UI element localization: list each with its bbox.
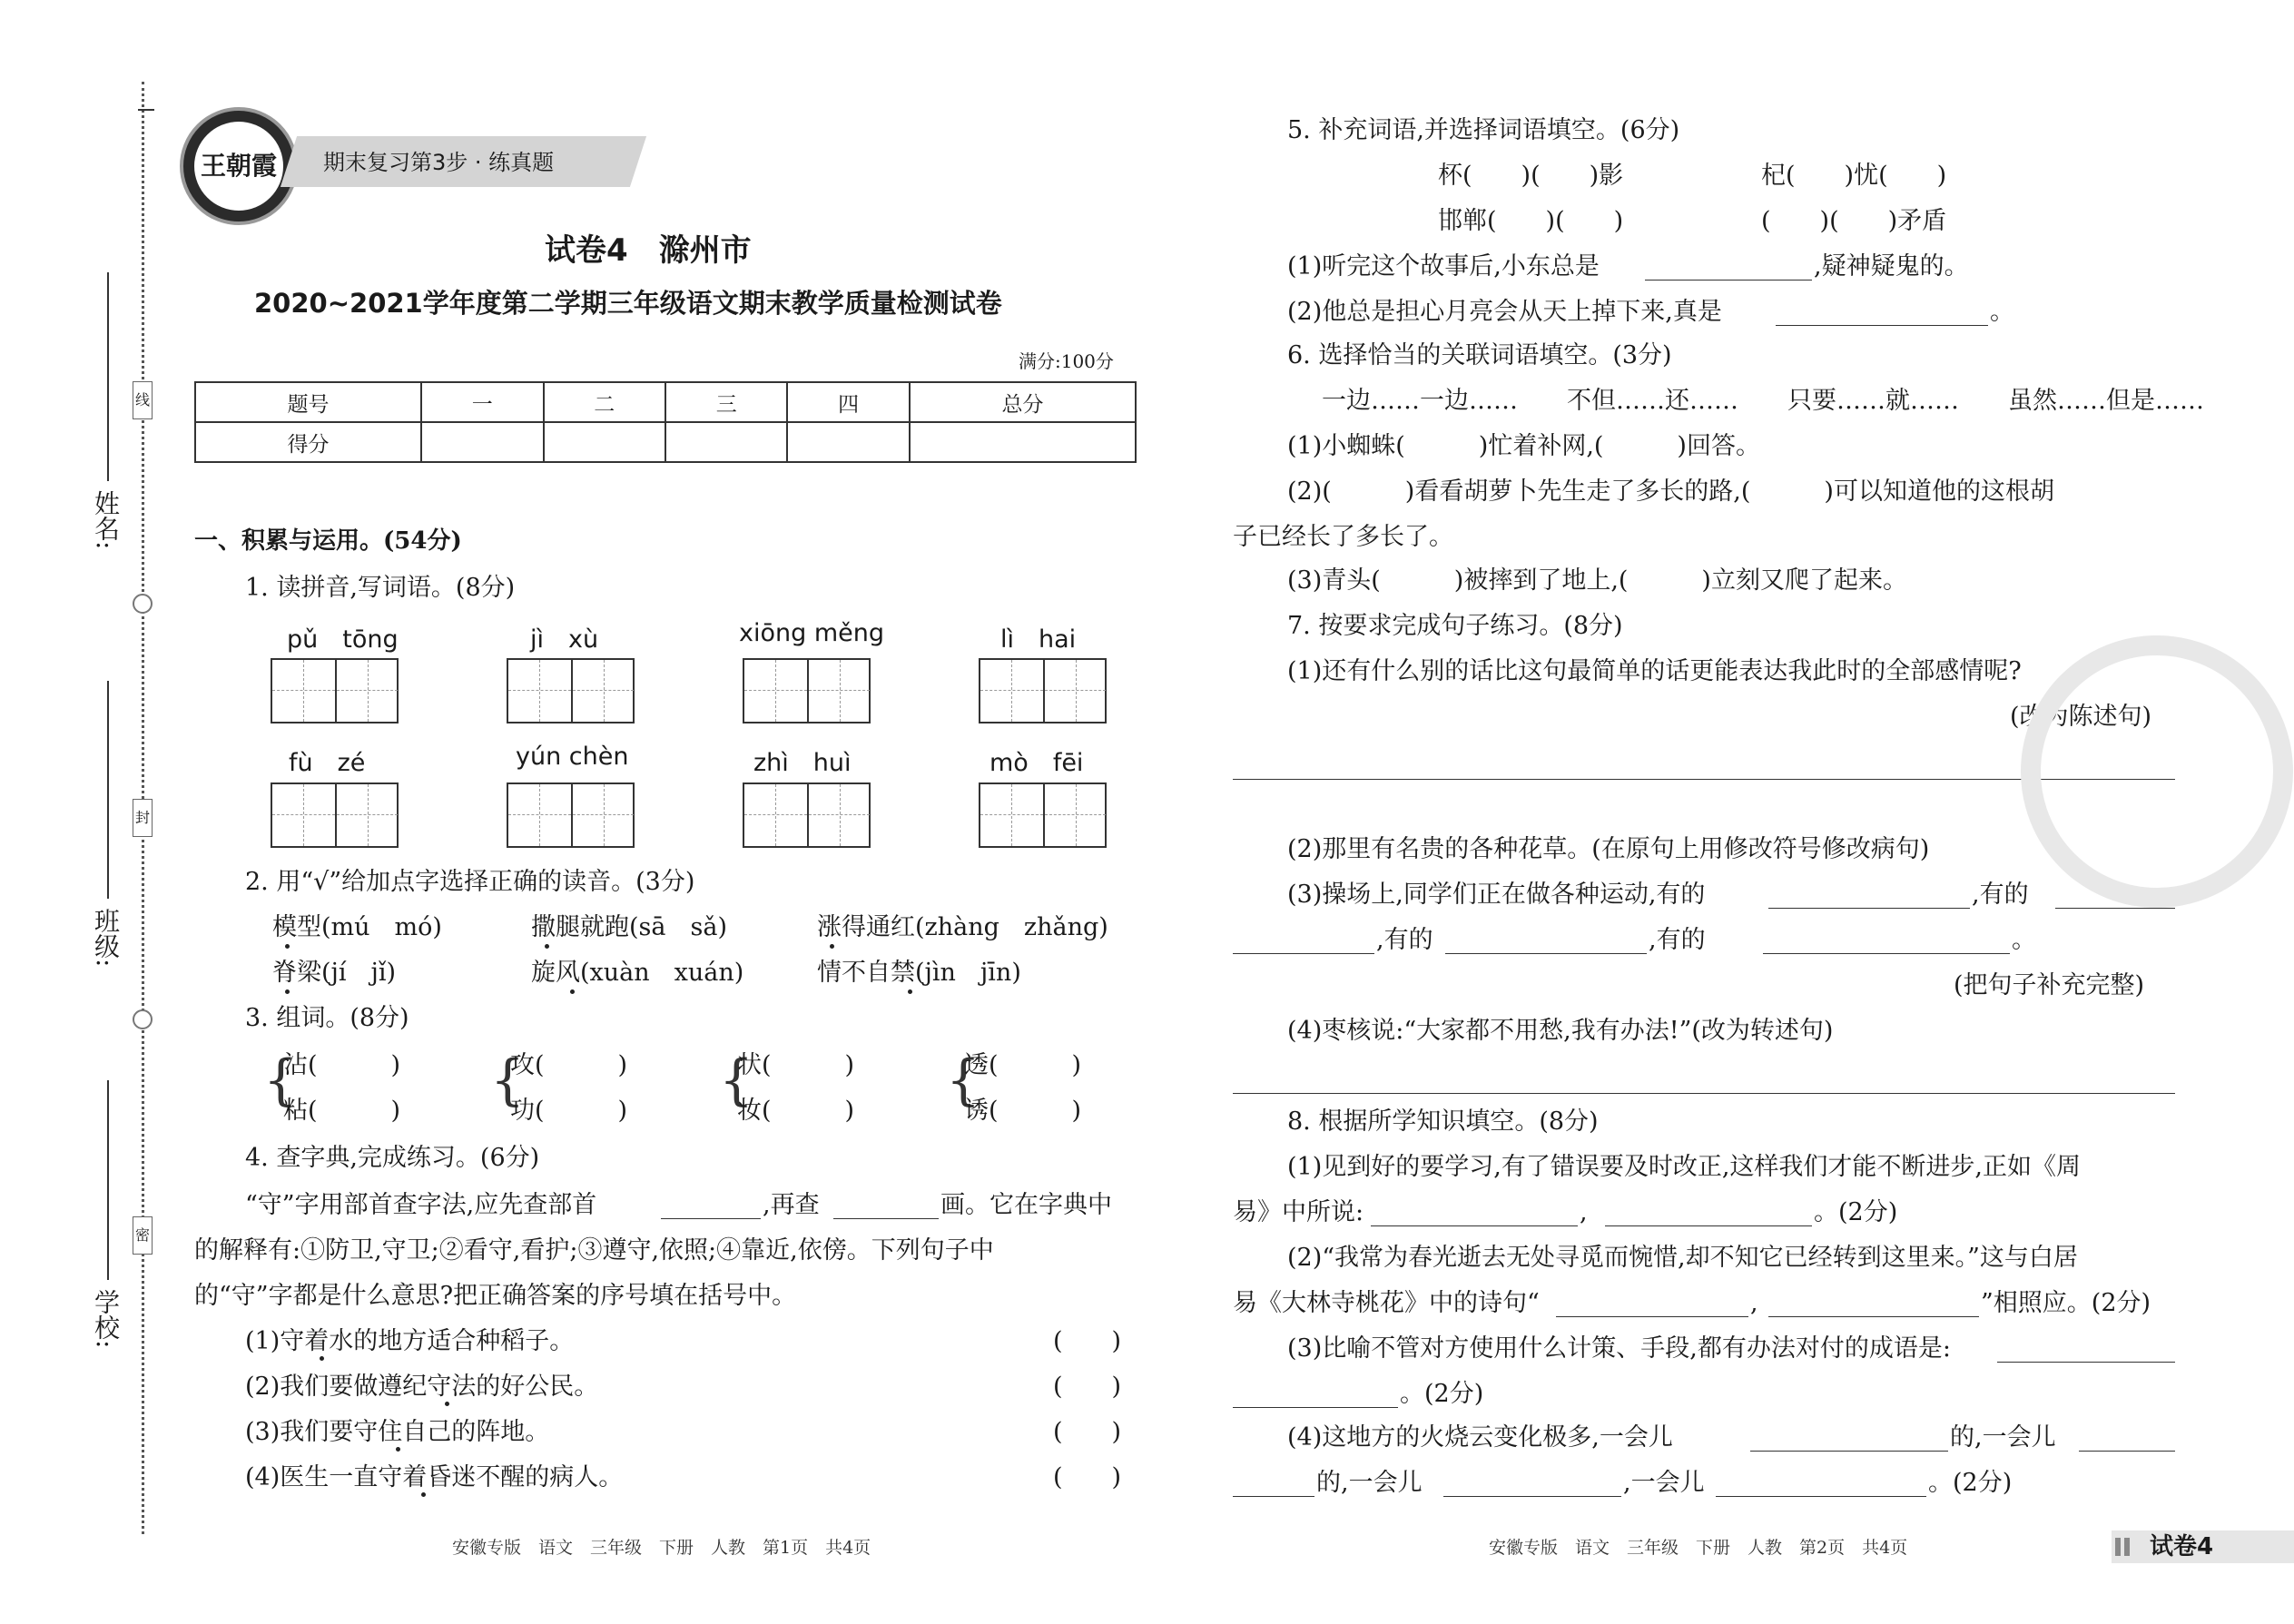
- q6-options: 一边……一边…… 不但……还…… 只要……就…… 虽然……但是……: [1322, 387, 2204, 415]
- writing-grid[interactable]: [507, 658, 635, 723]
- pinyin-label: lì hai: [1000, 625, 1077, 654]
- school-label: 学校:: [91, 1289, 121, 1349]
- brace: {: [719, 1048, 754, 1112]
- answer-parens[interactable]: ( ): [1053, 1327, 1122, 1355]
- ornament-icon: [133, 594, 153, 614]
- q4-sentence: (1)守着水的地方适合种稻子。: [245, 1327, 575, 1355]
- name-field[interactable]: [107, 272, 109, 481]
- q8-sentence: 。(2分): [1814, 1198, 1898, 1226]
- pinyin-label: mò fēi: [989, 749, 1084, 777]
- table-cell: 总分: [910, 382, 1136, 422]
- writing-grid[interactable]: [979, 658, 1107, 723]
- name-label: 姓名:: [91, 490, 121, 550]
- word-group-item[interactable]: 透( ): [964, 1051, 1082, 1079]
- idiom-item[interactable]: ( )( )矛盾: [1761, 207, 1947, 235]
- score-cell[interactable]: [910, 422, 1136, 462]
- reading-option[interactable]: 脊梁(jí jǐ): [272, 959, 397, 987]
- q8-sentence: ,一会儿: [1623, 1469, 1705, 1497]
- score-cell[interactable]: [421, 422, 543, 462]
- footer-right: 安徽专版 语文 三年级 下册 人教 第2页 共4页: [1489, 1538, 1908, 1558]
- emphasis-dot: [396, 1447, 400, 1452]
- q5-sentence: (1)听完这个故事后,小东总是: [1287, 252, 1600, 281]
- table-cell: 三: [665, 382, 787, 422]
- emphasis-dot: [421, 1492, 426, 1497]
- writing-grid[interactable]: [979, 782, 1107, 848]
- q8-sentence: 易》中所说:: [1233, 1198, 1364, 1226]
- word-group-item[interactable]: 攻( ): [510, 1051, 628, 1079]
- reading-option[interactable]: 情不自禁(jìn jīn): [817, 959, 1021, 987]
- q8-sentence: ,: [1580, 1198, 1588, 1226]
- question-5: 5. 补充词语,并选择词语填空。(6分): [1287, 116, 1680, 144]
- word-group-item[interactable]: 妆( ): [737, 1097, 855, 1125]
- q8-sentence: 的,一会儿: [1316, 1469, 1423, 1497]
- class-field[interactable]: [107, 681, 109, 899]
- reading-option[interactable]: 模型(mú mó): [272, 913, 442, 941]
- blank-field[interactable]: [1371, 1225, 1578, 1226]
- blank-field[interactable]: [1768, 908, 1970, 909]
- question-6: 6. 选择恰当的关联词语填空。(3分): [1287, 341, 1672, 369]
- q8-sentence: 。(2分): [1928, 1469, 2013, 1497]
- grid-dots-icon: [2115, 1538, 2133, 1556]
- q7-sentence: (2)那里有名贵的各种花草。(在原句上用修改符号修改病句): [1287, 835, 1930, 863]
- q7-sentence: ,有的: [1649, 926, 1706, 954]
- q5-sentence: (2)他总是担心月亮会从天上掉下来,真是: [1287, 298, 1722, 326]
- q4-sentence: (4)医生一直守着昏迷不醒的病人。: [245, 1463, 624, 1491]
- blank-field[interactable]: [1645, 280, 1812, 281]
- dash-mark: [138, 109, 154, 111]
- q4-text: ,再查: [763, 1191, 820, 1219]
- emphasis-dot: [570, 989, 575, 994]
- q7-sentence: (3)操场上,同学们正在做各种运动,有的: [1287, 881, 1706, 909]
- q8-sentence: 易《大林寺桃花》中的诗句“: [1233, 1289, 1540, 1317]
- score-table: [194, 381, 1137, 463]
- q7-sentence: (1)还有什么别的话比这句最简单的话更能表达我此时的全部感情呢?: [1287, 657, 2022, 685]
- table-cell: 四: [787, 382, 909, 422]
- writing-grid[interactable]: [271, 782, 399, 848]
- score-cell[interactable]: [787, 422, 909, 462]
- question-8: 8. 根据所学知识填空。(8分): [1287, 1107, 1599, 1136]
- writing-grid[interactable]: [271, 658, 399, 723]
- score-cell[interactable]: [665, 422, 787, 462]
- table-cell: 二: [544, 382, 665, 422]
- blank-field[interactable]: [2079, 1451, 2175, 1452]
- blank-field[interactable]: [1605, 1225, 1812, 1226]
- secret-seal-watermark-icon: [2021, 635, 2293, 908]
- q8-sentence: (3)比喻不管对方使用什么计策、手段,都有办法对付的成语是:: [1287, 1334, 1951, 1363]
- q8-sentence: ”相照应。(2分): [1981, 1289, 2151, 1317]
- q5-sentence: 。: [1990, 298, 2014, 326]
- blank-field[interactable]: [1768, 1316, 1979, 1317]
- section-heading: 一、积累与运用。(54分): [194, 527, 462, 555]
- header-badge: 期末复习第3步 · 练真题: [323, 150, 555, 175]
- table-cell: 题号: [195, 382, 421, 422]
- answer-parens[interactable]: ( ): [1053, 1373, 1122, 1401]
- q8-sentence: ,: [1750, 1289, 1758, 1317]
- idiom-item[interactable]: 邯郸( )( ): [1438, 207, 1624, 235]
- idiom-item[interactable]: 杞( )忧( ): [1761, 162, 1947, 190]
- blank-field[interactable]: [1716, 1496, 1926, 1497]
- pinyin-label: jì xù: [530, 625, 599, 654]
- word-group-item[interactable]: 状( ): [737, 1051, 855, 1079]
- emphasis-dot: [908, 989, 912, 994]
- q4-text: 的解释有:①防卫,守卫;②看守,看护;③遵守,依照;④靠近,依傍。下列句子中: [194, 1236, 994, 1265]
- answer-parens[interactable]: ( ): [1053, 1418, 1122, 1446]
- q6-sentence: 子已经长了多长了。: [1233, 523, 1453, 551]
- pinyin-label: xiōng měng: [739, 619, 884, 647]
- score-table-header-row: [195, 382, 1136, 422]
- reading-option[interactable]: 涨得通红(zhàng zhǎng): [817, 913, 1108, 941]
- pinyin-label: zhì huì: [753, 749, 852, 777]
- full-score: 满分:100分: [1019, 350, 1114, 372]
- q7-sentence: (4)枣核说:“大家都不用愁,我有办法!”(改为转述句): [1287, 1017, 1834, 1045]
- q7-sentence: 。: [2012, 926, 2036, 954]
- blank-field[interactable]: [661, 1218, 761, 1219]
- question-7: 7. 按要求完成句子练习。(8分): [1287, 612, 1623, 640]
- writing-grid[interactable]: [743, 658, 871, 723]
- word-group-item[interactable]: 诱( ): [964, 1097, 1082, 1125]
- idiom-item[interactable]: 杯( )( )影: [1438, 162, 1624, 190]
- pinyin-label: pǔ tōng: [287, 625, 399, 654]
- blank-field[interactable]: [1750, 1451, 1948, 1452]
- score-cell[interactable]: [544, 422, 665, 462]
- q4-text: “守”字用部首查字法,应先查部首: [245, 1191, 597, 1219]
- seal-mark-line: 线: [133, 381, 153, 419]
- seal-mark-seal: 封: [133, 799, 153, 837]
- writing-grid[interactable]: [743, 782, 871, 848]
- school-field[interactable]: [107, 1080, 109, 1280]
- word-group-item[interactable]: 粘( ): [283, 1097, 401, 1125]
- q7-sentence: ,有的: [1972, 881, 2029, 909]
- blank-field[interactable]: [1997, 1362, 2175, 1363]
- emphasis-dot: [320, 1356, 324, 1361]
- brace: {: [946, 1048, 981, 1112]
- blank-field[interactable]: [1556, 1316, 1748, 1317]
- exam-title: 试卷4 滁州市: [545, 232, 752, 269]
- q8-sentence: (2)“我常为春光逝去无处寻觅而惋惜,却不知它已经转到这里来。”这与白居: [1287, 1244, 2078, 1272]
- q8-sentence: (1)见到好的要学习,有了错误要及时改正,这样我们才能不断进步,正如《周: [1287, 1153, 2081, 1181]
- logo-inner: 王朝霞: [194, 122, 283, 211]
- q6-sentence: (3)青头( )被摔到了地上,( )立刻又爬了起来。: [1287, 566, 1907, 595]
- answer-line[interactable]: [1233, 1093, 2175, 1094]
- pinyin-label: yún chèn: [516, 743, 629, 771]
- blank-field[interactable]: [833, 1218, 939, 1219]
- q7-note: (改为陈述句): [2010, 703, 2152, 731]
- q8-sentence: (4)这地方的火烧云变化极多,一会儿: [1287, 1423, 1673, 1452]
- footer-left: 安徽专版 语文 三年级 下册 人教 第1页 共4页: [452, 1538, 871, 1558]
- question-1: 1. 读拼音,写词语。(8分): [245, 574, 516, 602]
- exam-subtitle: 2020~2021学年度第二学期三年级语文期末教学质量检测试卷: [254, 288, 1002, 319]
- q6-sentence: (2)( )看看胡萝卜先生走了多长的路,( )可以知道他的这根胡: [1287, 477, 2054, 506]
- emphasis-dot: [830, 944, 834, 949]
- emphasis-dot: [285, 944, 290, 949]
- blank-field[interactable]: [1233, 953, 1374, 954]
- emphasis-dot: [285, 989, 290, 994]
- brace: {: [490, 1048, 526, 1112]
- blank-field[interactable]: [1233, 1407, 1398, 1408]
- emphasis-dot: [445, 1402, 449, 1406]
- ornament-icon: [133, 1009, 153, 1029]
- blank-field[interactable]: [1445, 953, 1647, 954]
- blank-field[interactable]: [1763, 953, 2010, 954]
- q7-sentence: ,有的: [1376, 926, 1433, 954]
- word-group-item[interactable]: 功( ): [510, 1097, 628, 1125]
- blank-field[interactable]: [2055, 908, 2175, 909]
- pinyin-label: fù zé: [289, 749, 366, 777]
- class-label: 班级:: [91, 908, 121, 968]
- blank-field[interactable]: [1443, 1496, 1621, 1497]
- question-4: 4. 查字典,完成练习。(6分): [245, 1144, 540, 1172]
- table-cell: 一: [421, 382, 543, 422]
- answer-parens[interactable]: ( ): [1053, 1463, 1122, 1491]
- emphasis-dot: [545, 944, 549, 949]
- brace: {: [263, 1048, 299, 1112]
- q4-text: 的“守”字都是什么意思?把正确答案的序号填在括号中。: [194, 1282, 797, 1310]
- q8-sentence: 。(2分): [1400, 1380, 1484, 1408]
- reading-option[interactable]: 旋风(xuàn xuán): [531, 959, 744, 987]
- writing-grid[interactable]: [507, 782, 635, 848]
- question-2: 2. 用“√”给加点字选择正确的读音。(3分): [245, 868, 695, 896]
- seal-mark-secret: 密: [133, 1216, 153, 1255]
- word-group-item[interactable]: 沾( ): [283, 1051, 401, 1079]
- q7-note: (把句子补充完整): [1954, 971, 2145, 999]
- footer-tag: 试卷4: [2150, 1533, 2214, 1560]
- q4-sentence: (2)我们要做遵纪守法的好公民。: [245, 1373, 599, 1401]
- score-table-row: [195, 422, 1136, 462]
- q5-sentence: ,疑神疑鬼的。: [1814, 252, 1969, 281]
- blank-field[interactable]: [1233, 1496, 1314, 1497]
- q6-sentence: (1)小蜘蛛( )忙着补网,( )回答。: [1287, 432, 1760, 460]
- table-cell: 得分: [195, 422, 421, 462]
- blank-field[interactable]: [1776, 325, 1988, 326]
- q4-sentence: (3)我们要守住自己的阵地。: [245, 1418, 550, 1446]
- question-3: 3. 组词。(8分): [245, 1004, 409, 1032]
- q8-sentence: 的,一会儿: [1950, 1423, 2056, 1452]
- reading-option[interactable]: 撒腿就跑(sā sǎ): [531, 913, 727, 941]
- q4-text: 画。它在字典中: [940, 1191, 1112, 1219]
